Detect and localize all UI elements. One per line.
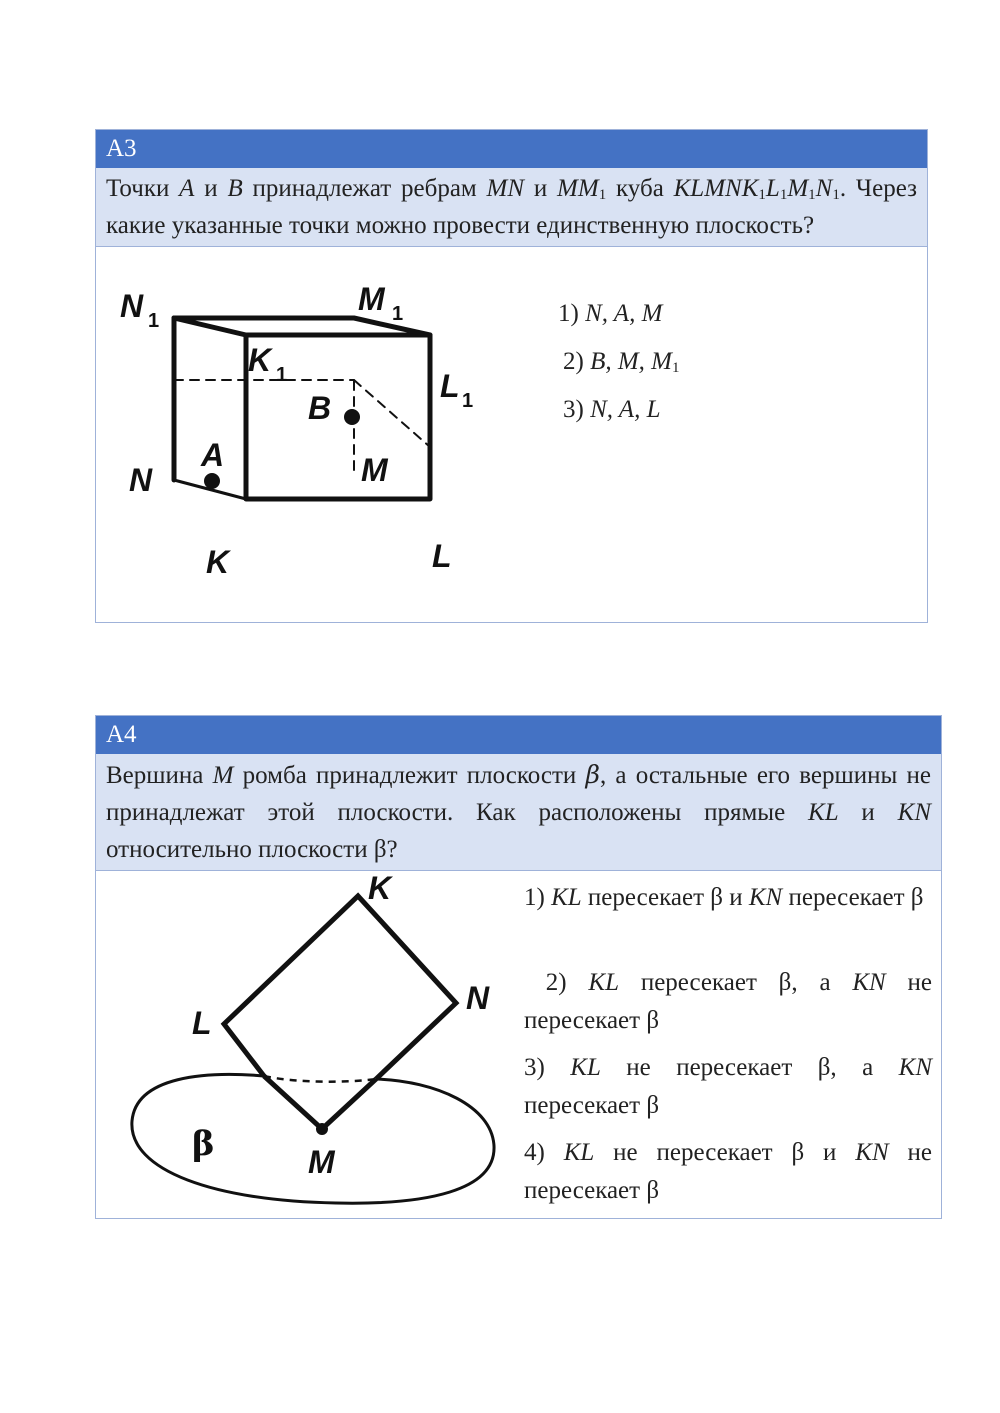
rhombus-edges: [224, 896, 456, 1079]
rhombus-lower-edges: [264, 1076, 376, 1129]
label-L1-sub: 1: [462, 390, 474, 412]
task-a3-body: [96, 247, 927, 586]
label-L1: L: [440, 368, 460, 404]
label-A: A: [201, 437, 225, 473]
label-M: M: [361, 452, 388, 488]
label-L: L: [432, 538, 452, 574]
label-K: K: [368, 871, 392, 906]
cube-edge-ML-hidden: [354, 380, 430, 447]
cube-front-face: [246, 335, 430, 499]
label-N1-sub: 1: [148, 310, 160, 332]
label-B: B: [308, 390, 332, 426]
cube-figure: [96, 247, 496, 586]
a4-option-4[interactable]: 4) KL не пересекает β и KN не пересекает β: [524, 1139, 932, 1204]
task-a4-body: [96, 871, 941, 1221]
label-N: N: [129, 462, 153, 498]
task-a3-header: А3: [96, 130, 927, 168]
task-a4-header: А4: [96, 716, 941, 754]
a3-option-1[interactable]: 1) N, A, M: [558, 300, 663, 327]
a4-option-1[interactable]: 1) KL пересекает β и KN пересекает β: [524, 884, 924, 911]
cube-edge-N1K1: [174, 318, 246, 335]
plane-beta-outline: [132, 1074, 494, 1203]
a4-option-2[interactable]: 2) KL пересекает β, а KN не пересекает β: [524, 969, 932, 1034]
label-M: M: [308, 1144, 335, 1180]
rhombus-plane-figure: [96, 871, 516, 1221]
task-a4: [95, 715, 942, 1219]
point-B: [344, 409, 360, 425]
label-beta: β: [192, 1124, 215, 1164]
label-K1-sub: 1: [276, 364, 288, 386]
point-A: [204, 473, 220, 489]
label-K: K: [206, 544, 230, 580]
label-M1: M: [358, 281, 385, 317]
plane-beta-hidden-arc: [264, 1076, 376, 1082]
label-K1: K: [248, 342, 272, 378]
label-M1-sub: 1: [392, 303, 404, 325]
task-a4-question: Вершина M ромба принадлежит плоскости β, а остальные его вершины не принадлежат этой плоскости. Как расположены прямые KL и KN относительно плоскости β?: [96, 754, 941, 871]
task-a3: [95, 129, 928, 623]
task-a3-question: Точки A и B принадлежат ребрам MN и $MM_1$ куба $KLMNK_1L_1M_1N_1$. Через какие указанные точки можно провести единственную плоскость?: [96, 168, 927, 247]
a3-option-2[interactable]: 2) B, M, $M_1$: [563, 348, 680, 376]
label-L: L: [192, 1005, 212, 1041]
a3-option-3[interactable]: 3) N, A, L: [563, 396, 661, 423]
label-N1: N: [120, 288, 144, 324]
a4-option-3[interactable]: 3) KL не пересекает β, а KN пересекает β: [524, 1054, 932, 1119]
point-M: [316, 1123, 328, 1135]
label-N: N: [466, 980, 490, 1016]
